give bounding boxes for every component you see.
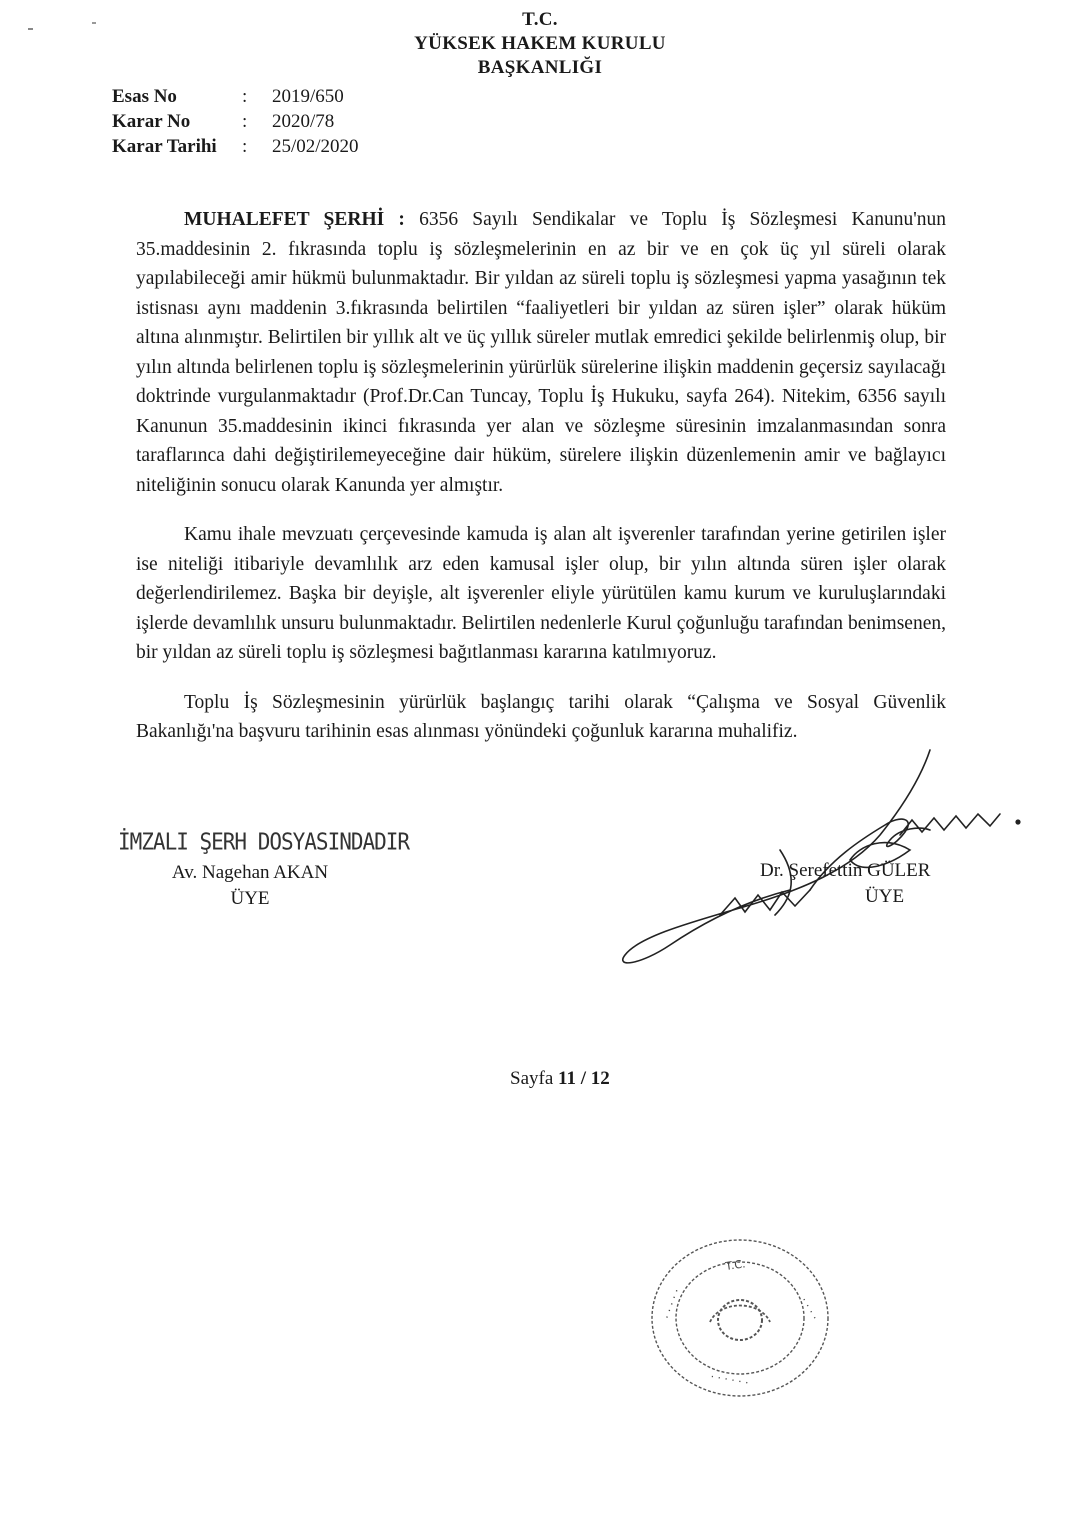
- meta-label: Esas No: [112, 86, 177, 107]
- meta-label: Karar No: [112, 111, 191, 132]
- scan-mark: [28, 28, 33, 30]
- signed-annotation-stamp: İMZALI ŞERH DOSYASINDADIR: [118, 828, 410, 856]
- meta-label: Karar Tarihi: [112, 136, 217, 157]
- document-body: [136, 205, 946, 747]
- meta-colon: :: [242, 136, 248, 157]
- header-line-tc: T.C.: [522, 9, 558, 30]
- header-line-presidency: BAŞKANLIĞI: [477, 57, 603, 78]
- signatory-name: Dr. Şerefettin GÜLER: [760, 860, 931, 881]
- svg-text:T.C.: T.C.: [724, 1257, 747, 1273]
- page-count: 11 / 12: [558, 1068, 610, 1089]
- page-prefix: Sayfa: [510, 1068, 559, 1089]
- meta-value: 2019/650: [272, 86, 344, 107]
- dissent-label: MUHALEFET ŞERHİ :: [184, 209, 405, 230]
- meta-value: 25/02/2020: [272, 136, 359, 157]
- signatory-name: Av. Nagehan AKAN: [171, 862, 329, 883]
- scan-mark: [92, 22, 96, 24]
- paragraph-text: 6356 Sayılı Sendikalar ve Toplu İş Sözleşmesi Kanunu'nun 35.maddesinin 2. fıkrasında toplu iş sözleşmelerinin en az bir ve en çok üç yıl süreli olarak yapılabileceği amir hükmü bulunmaktadır. Bir yıldan az süreli toplu iş sözleşmesi yapma yasağının tek istisnası aynı maddenin 3.fıkrasında belirtilen “faaliyetleri bir yıldan az süren işler” olarak hüküm altına alınmıştır. Belirtilen bir yıllık alt ve üç yıllık süreler mutlak emredici şekilde belirlenmiş olup, bir yılın altında belirlenen toplu iş sözleşmelerinin yürürlük sürelerine ilişkin maddenin geçersiz sayılacağı doktrinde vurgulanmaktadır (Prof.Dr.Can Tuncay, Toplu İş Hukuku, sayfa 264). Nitekim, 6356 sayılı Kanunun 35.maddesinin ikinci fıkrasında yer alan ve sözleşme süresinin imzalanmasından sonra taraflarınca dahi değiştirilemeyeceğine dair hüküm, sürelere ilişkin düzenlemenin amir ve bağlayıcı niteliğinin sonucu olarak Kanunda yer almıştır.: [136, 209, 946, 496]
- svg-text:· · · · ·: · · · · ·: [660, 1286, 684, 1322]
- paragraph-effective-date: Toplu İş Sözleşmesinin yürürlük başlangıç tarihi olarak “Çalışma ve Sosyal Güvenlik Bakanlığı'na başvuru tarihinin esas alınması yönündeki çoğunluk kararına muhalifiz.: [136, 691, 946, 742]
- handwritten-signature: [600, 740, 1030, 970]
- svg-text:· · · · · ·: · · · · · ·: [709, 1370, 750, 1390]
- document-header: [340, 8, 740, 80]
- official-seal: [640, 1230, 840, 1410]
- case-meta: [112, 84, 359, 159]
- signatory-role: ÜYE: [230, 888, 270, 909]
- svg-text:· · · ·: · · · ·: [797, 1295, 821, 1323]
- paragraph-dissent: [136, 205, 946, 500]
- meta-colon: :: [242, 86, 248, 107]
- meta-row-karar: [112, 109, 359, 134]
- signatory-role: ÜYE: [865, 886, 905, 907]
- meta-row-esas: [112, 84, 359, 109]
- page-number: [510, 1068, 610, 1090]
- meta-value: 2020/78: [272, 111, 335, 132]
- signatory-left: [150, 860, 350, 912]
- meta-row-tarih: [112, 134, 359, 159]
- header-line-institution: YÜKSEK HAKEM KURULU: [414, 33, 666, 54]
- paragraph-public-tender: Kamu ihale mevzuatı çerçevesinde kamuda iş alan alt işverenler tarafından yerine getirilen işler ise niteliği itibariyle devamlılık arz eden kamusal işler olup, bir yılın altında süren işler olarak değerlendirilemez. Başka bir deyişle, alt işverenler eliyle yürütülen kamu kurum ve kuruluşlarındaki işlerde devamlılık unsuru bulunmaktadır. Belirtilen nedenlerle Kurul çoğunluğu tarafından benimsenen, bir yıldan az süreli toplu iş sözleşmesi bağıtlanması kararına katılmıyoruz.: [136, 524, 946, 663]
- signatory-right: [760, 858, 930, 910]
- meta-colon: :: [242, 111, 248, 132]
